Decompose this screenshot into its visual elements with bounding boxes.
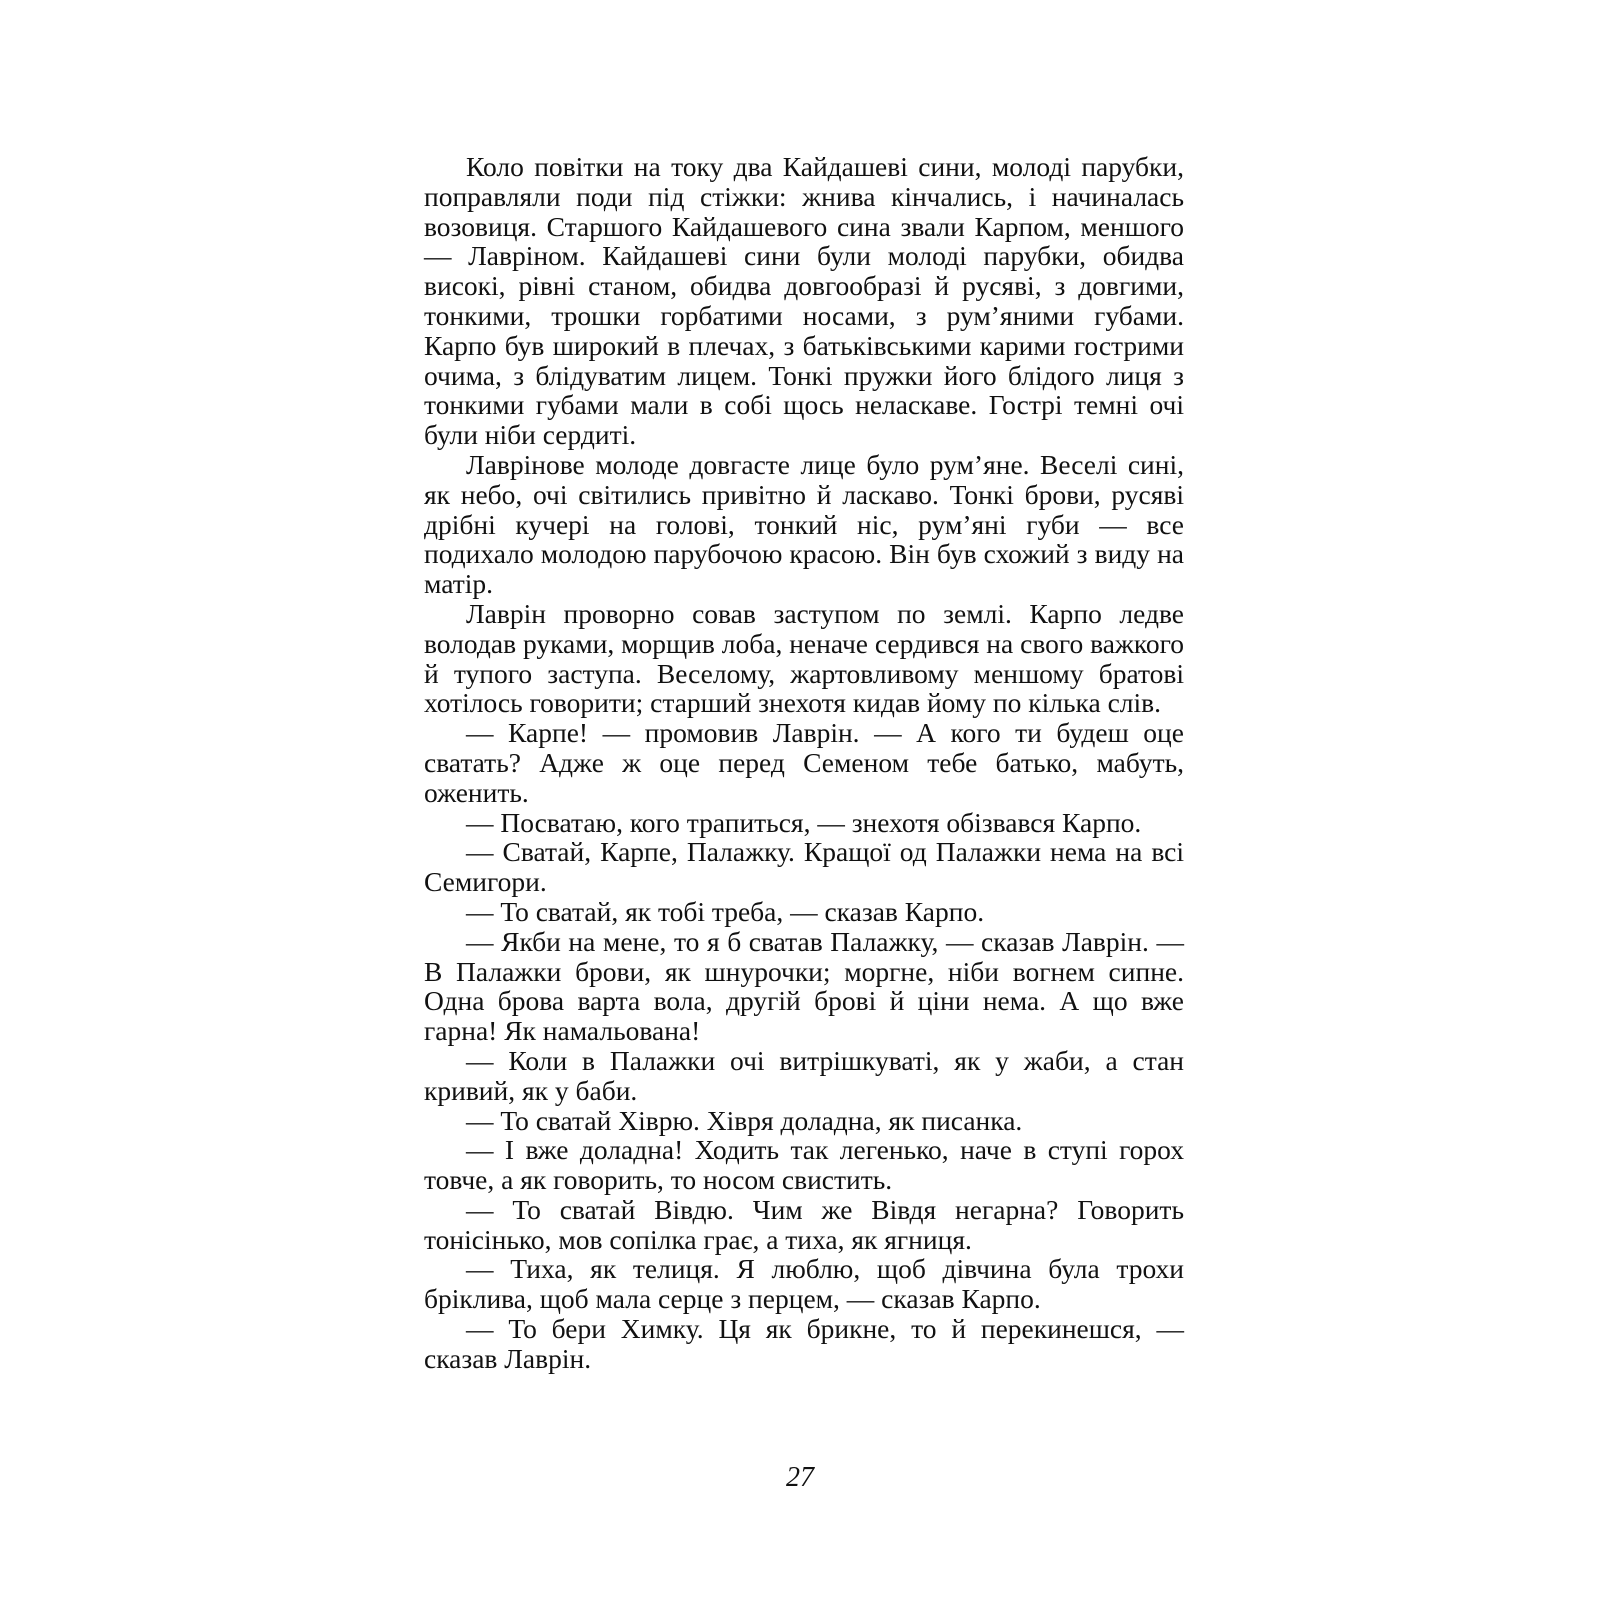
page-number: 27 xyxy=(786,1462,814,1493)
paragraph: — Тиха, як телиця. Я люблю, щоб дівчина була трохи брiклива, щоб мала серце з перцем, — сказав Карпо. xyxy=(424,1253,1184,1315)
paragraph: — І вже доладна! Ходить так легенько, наче в ступі горох товче, а як говорить, то носом свистить. xyxy=(424,1134,1184,1196)
paragraph: — Карпе! — промовив Лаврін. — А кого ти будеш оце сватать? Адже ж оце перед Семеном тебе батько, мабуть, оженить. xyxy=(424,717,1184,808)
paragraph: — Коли в Палажки очі витрішкуваті, як у жаби, а стан кривий, як у баби. xyxy=(424,1044,1184,1106)
paragraph: — То сватай Хіврю. Хівря доладна, як писанка. xyxy=(466,1104,1023,1136)
paragraph: — То бери Химку. Ця як брикне, то й перекинешся, — сказав Лаврін. xyxy=(424,1313,1184,1374)
paragraph: — То сватай Вівдю. Чим же Вівдя негарна? Говорить тонісінько, мов сопілка грає, а тиха, як ягниця. xyxy=(424,1193,1184,1255)
paragraph: — Сватай, Карпе, Палажку. Кращої од Палажки нема на всі Семигори. xyxy=(424,836,1184,898)
paragraph: — Якби на мене, то я б сватав Палажку, — сказав Лаврін. — В Палажки брови, як шнурочки; моргне, ніби вогнем сипне. Одна брова варта вола, другій брові й ціни нема. А що вже гарна! Як намальована! xyxy=(424,925,1184,1047)
paragraph: — То сватай, як тобі треба, — сказав Карпо. xyxy=(466,895,985,927)
paragraph: Лаврінове молоде довгасте лице було рум’яне. Веселі сині, як небо, очі світились привітно й ласкаво. Тонкі брови, русяві дрібні кучері на голові, тонкий ніс, рум’яні губи — все подихало молодою парубочою красою. Він був схожий з виду на матір. xyxy=(424,448,1184,600)
paragraph: Коло повітки на току два Кайдашеві сини, молоді парубки, поправляли поди під стіжки: жнива кінчались, і начиналась возовиця. Старшого Кайдашевого сина звали Карпом, меншого — Лавріном. Кайдашеві сини були молоді парубки, обидва високі, рівні станом, обидва довгообразі й русяві, з довгими, тонкими, трошки горбатими носами, з рум’яними губами. Карпо був широкий в плечах, з батьківськими карими гострими очима, з блідуватим лицем. Тонкі пружки його блідого лиця з тонкими губами мали в собі щось неласкаве. Гострі темні очі були ніби сердиті. xyxy=(424,151,1184,451)
page-text xyxy=(424,152,1184,1374)
paragraph: Лаврін проворно совав заступом по землі. Карпо ледве володав руками, морщив лоба, неначе сердився на свого важкого й тупого заступа. Веселому, жартовливому меншому братові хотілось говорити; старший знехотя кидав йому по кілька слів. xyxy=(424,597,1184,719)
paragraph: — Посватаю, кого трапиться, — знехотя обізвався Карпо. xyxy=(466,806,1142,838)
